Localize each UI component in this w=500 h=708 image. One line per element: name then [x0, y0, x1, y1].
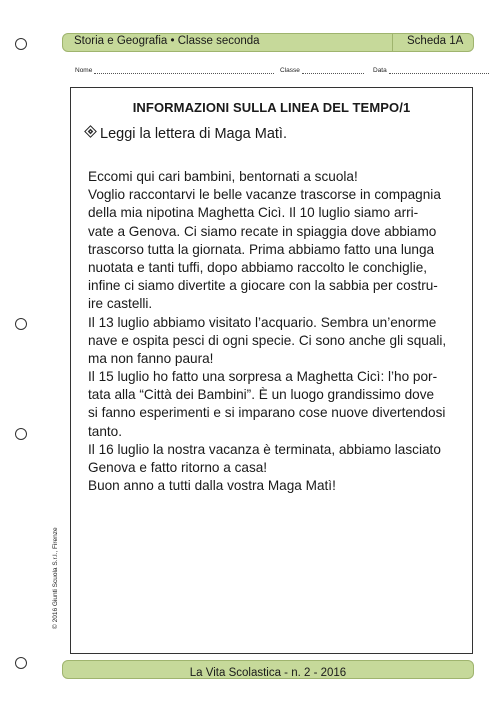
- worksheet-box: [70, 87, 473, 654]
- page-title: INFORMAZIONI SULLA LINEA DEL TEMPO/1: [132, 100, 411, 115]
- name-label: Nome: [75, 67, 93, 74]
- letter-line: si fanno esperimenti e si imparano cose nuove divertendosi: [88, 405, 446, 421]
- letter-line: ire castelli.: [88, 296, 153, 312]
- letter-line: nave e ospita pesci di ogni specie. Ci sono anche gli squali,: [88, 332, 447, 348]
- subject-label: Storia e Geografia • Classe seconda: [74, 35, 260, 47]
- letter-line: Il 13 luglio abbiamo visitato l’acquario. Sembra un’enorme: [88, 314, 437, 330]
- diamond-bullet-icon: [84, 125, 97, 138]
- letter-line: tanto.: [88, 423, 123, 439]
- date-label: Data: [373, 67, 387, 74]
- instruction-text: Leggi la lettera di Maga Matì.: [100, 126, 287, 142]
- binder-hole: [15, 38, 27, 50]
- letter-line: nuotata e tanti tuffi, dopo abbiamo raccolto le conchiglie,: [88, 259, 428, 275]
- letter-line: Il 16 luglio la nostra vacanza è terminata, abbiamo lasciato: [88, 441, 441, 457]
- class-field[interactable]: [280, 67, 364, 74]
- letter-line: infine ci siamo divertite a giocare con la sabbia per costru-: [88, 278, 438, 294]
- letter-line: Genova e fatto ritorno a casa!: [88, 460, 268, 475]
- class-label: Classe: [280, 67, 300, 74]
- date-blank[interactable]: [389, 68, 489, 74]
- sheet-label: Scheda 1A: [407, 35, 464, 47]
- letter-body: [88, 168, 468, 495]
- name-blank[interactable]: [94, 68, 274, 74]
- binder-hole: [15, 428, 27, 440]
- name-field[interactable]: [75, 67, 274, 74]
- letter-line: tata alla “Città dei Bambini”. È un luogo grandissimo dove: [88, 387, 435, 403]
- binder-hole: [15, 657, 27, 669]
- header-bar: [62, 33, 474, 52]
- footer-bar: [62, 660, 474, 679]
- letter-line: Il 15 luglio ho fatto una sorpresa a Maghetta Cicì: l’ho por-: [88, 369, 438, 385]
- footer-label: La Vita Scolastica - n. 2 - 2016: [189, 667, 347, 679]
- instruction: [86, 126, 287, 142]
- copyright-notice: © 2016 Giunti Scuola S.r.l., Firenze: [52, 527, 59, 629]
- letter-line: Eccomi qui cari bambini, bentornati a scuola!: [88, 169, 358, 184]
- letter-line: della mia nipotina Maghetta Cicì. Il 10 luglio siamo arri-: [88, 205, 419, 221]
- date-field[interactable]: [373, 67, 489, 74]
- letter-line: Buon anno a tutti dalla vostra Maga Matì!: [88, 478, 336, 494]
- letter-line: ma non fanno paura!: [88, 350, 214, 366]
- binder-hole: [15, 318, 27, 330]
- letter-line: Voglio raccontarvi le belle vacanze trascorse in compagnia: [88, 187, 441, 203]
- student-info-line: [75, 67, 475, 79]
- class-blank[interactable]: [302, 68, 364, 74]
- letter-line: trascorso tutta la giornata. Prima abbiamo fatto una lunga: [88, 241, 435, 257]
- header-divider: [392, 34, 393, 51]
- letter-line: vate a Genova. Ci siamo recate in spiaggia dove abbiamo: [88, 223, 437, 239]
